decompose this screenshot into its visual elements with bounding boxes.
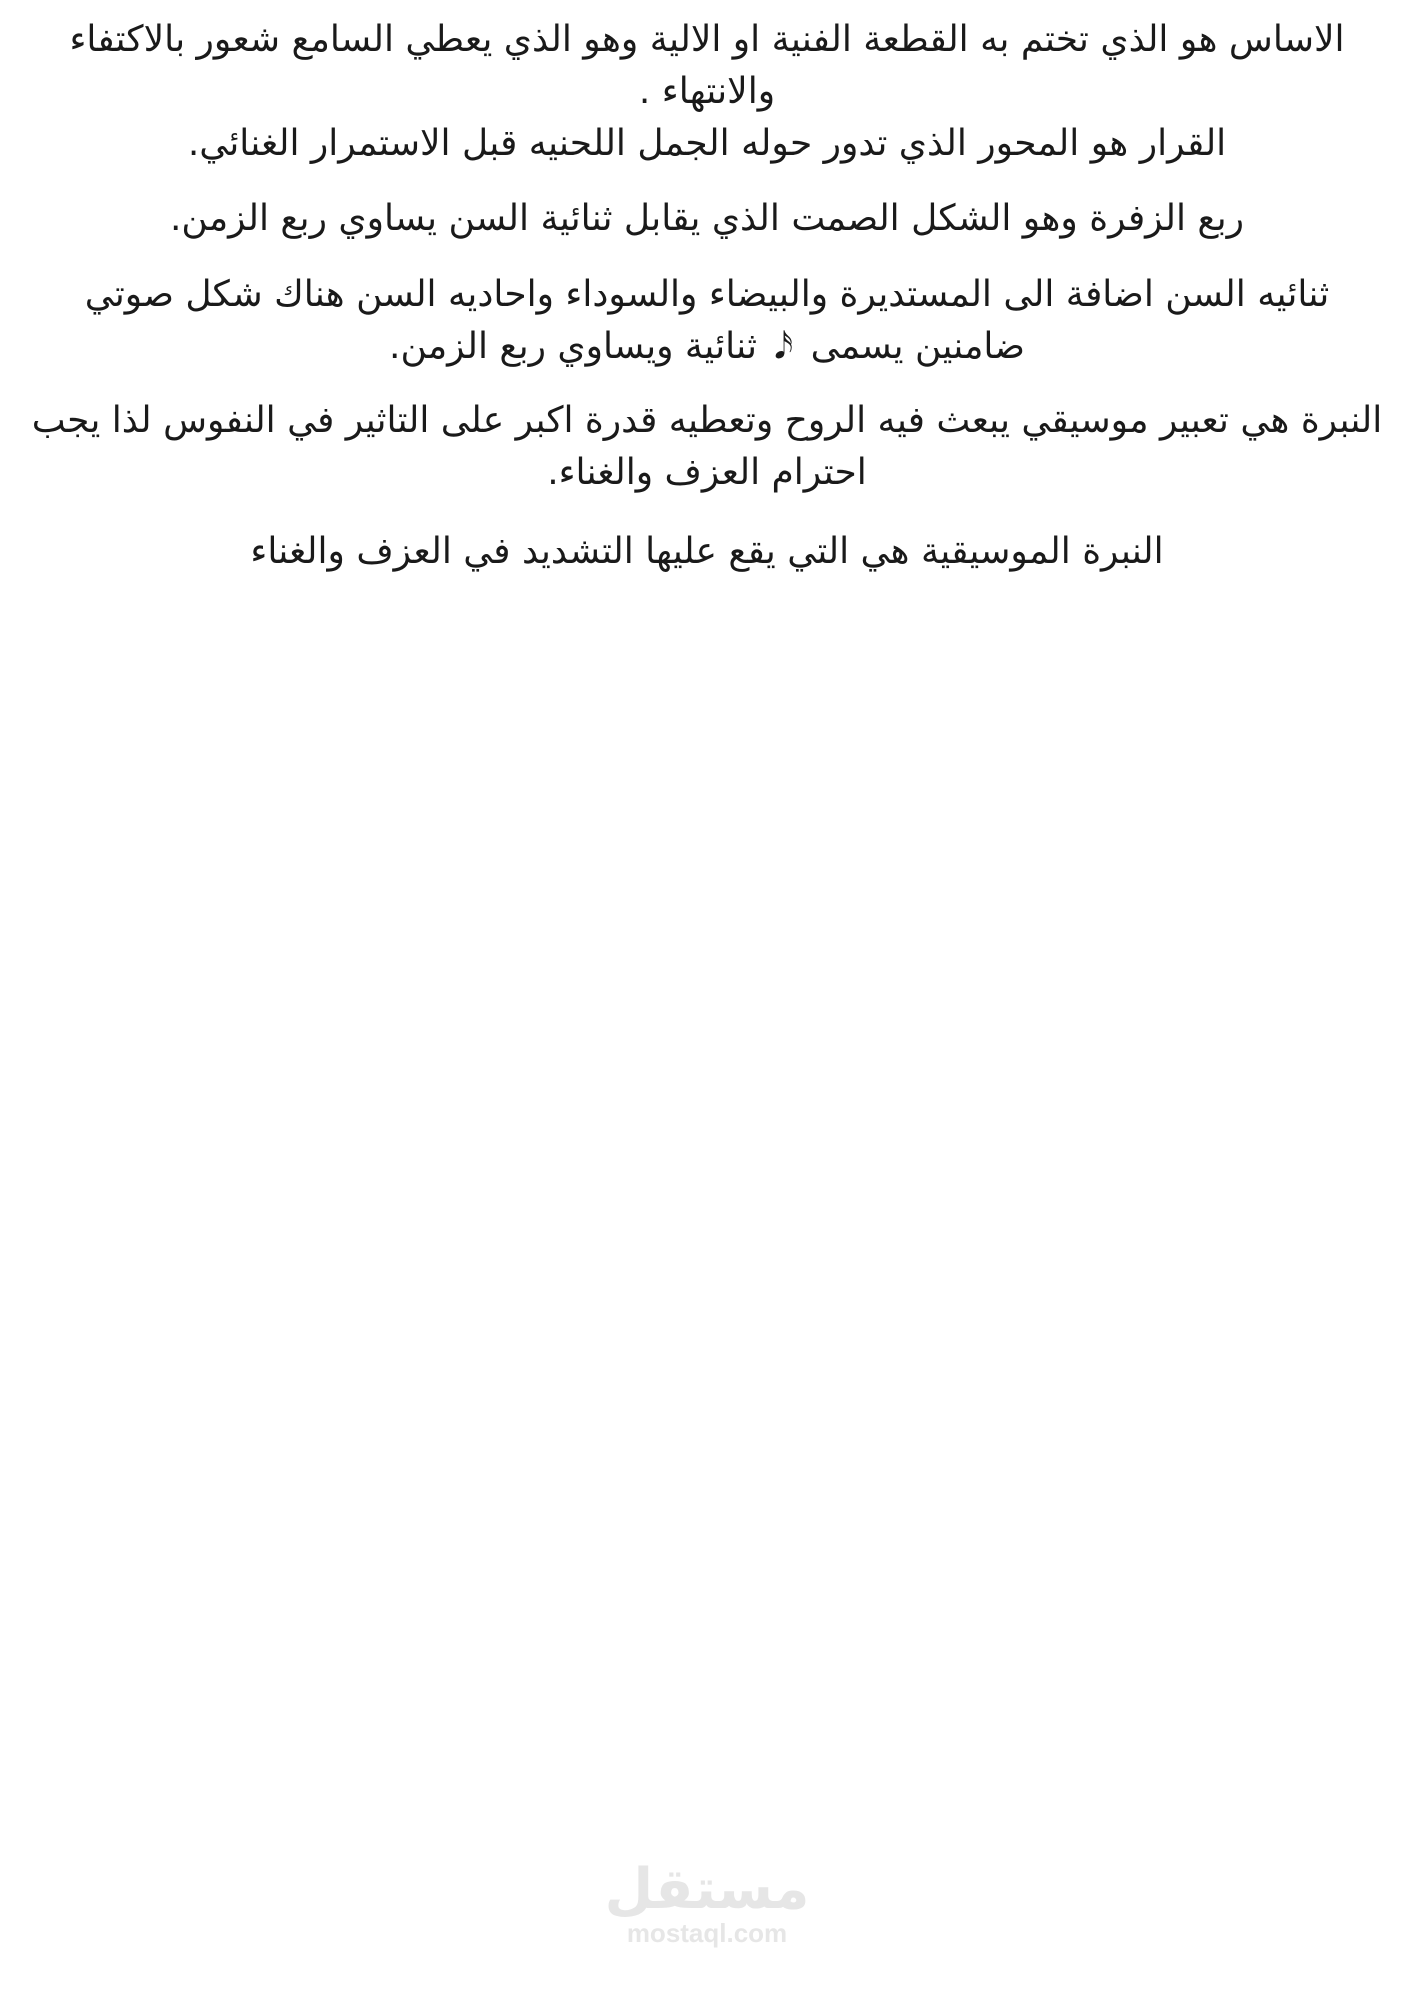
paragraph-accent-expression: النبرة هي تعبير موسيقي يبعث فيه الروح وتعطيه قدرة اكبر على التاثير في النفوس لذا يجب احترام العزف والغناء.: [31, 400, 1383, 494]
paragraph-final: القرار هو المحور الذي تدور حوله الجمل اللحنيه قبل الاستمرار الغنائي.: [187, 123, 1227, 165]
sixteenth-note-text-after: ثنائية ويساوي ربع الزمن.: [389, 325, 757, 367]
paragraph-musical-accent: النبرة الموسيقية هي التي يقع عليها التشديد في العزف والغناء: [250, 530, 1164, 572]
mostaql-watermark: [0, 1857, 1414, 1949]
sixteenth-note-icon: 𝅘𝅥𝅯: [774, 325, 794, 367]
mostaql-logo-text: مستقل: [604, 1857, 810, 1922]
sixteenth-note-text-before: ثنائيه السن اضافة الى المستديرة والبيضاء والسوداء واحاديه السن هناك شكل صوتي ضامنين يسمى: [84, 273, 1330, 367]
paragraph-tonic: الاساس هو الذي تختم به القطعة الفنية او الالية وهو الذي يعطي السامع شعور بالاكتفاء والانتهاء .: [69, 19, 1345, 113]
paragraph-quarter-rest: ربع الزفرة وهو الشكل الصمت الذي يقابل ثنائية السن يساوي ربع الزمن.: [169, 197, 1244, 239]
document-body: [28, 14, 1386, 578]
mostaql-domain-text: mostaql.com: [626, 1918, 788, 1948]
paragraph-sixteenth-note: [28, 269, 1386, 373]
